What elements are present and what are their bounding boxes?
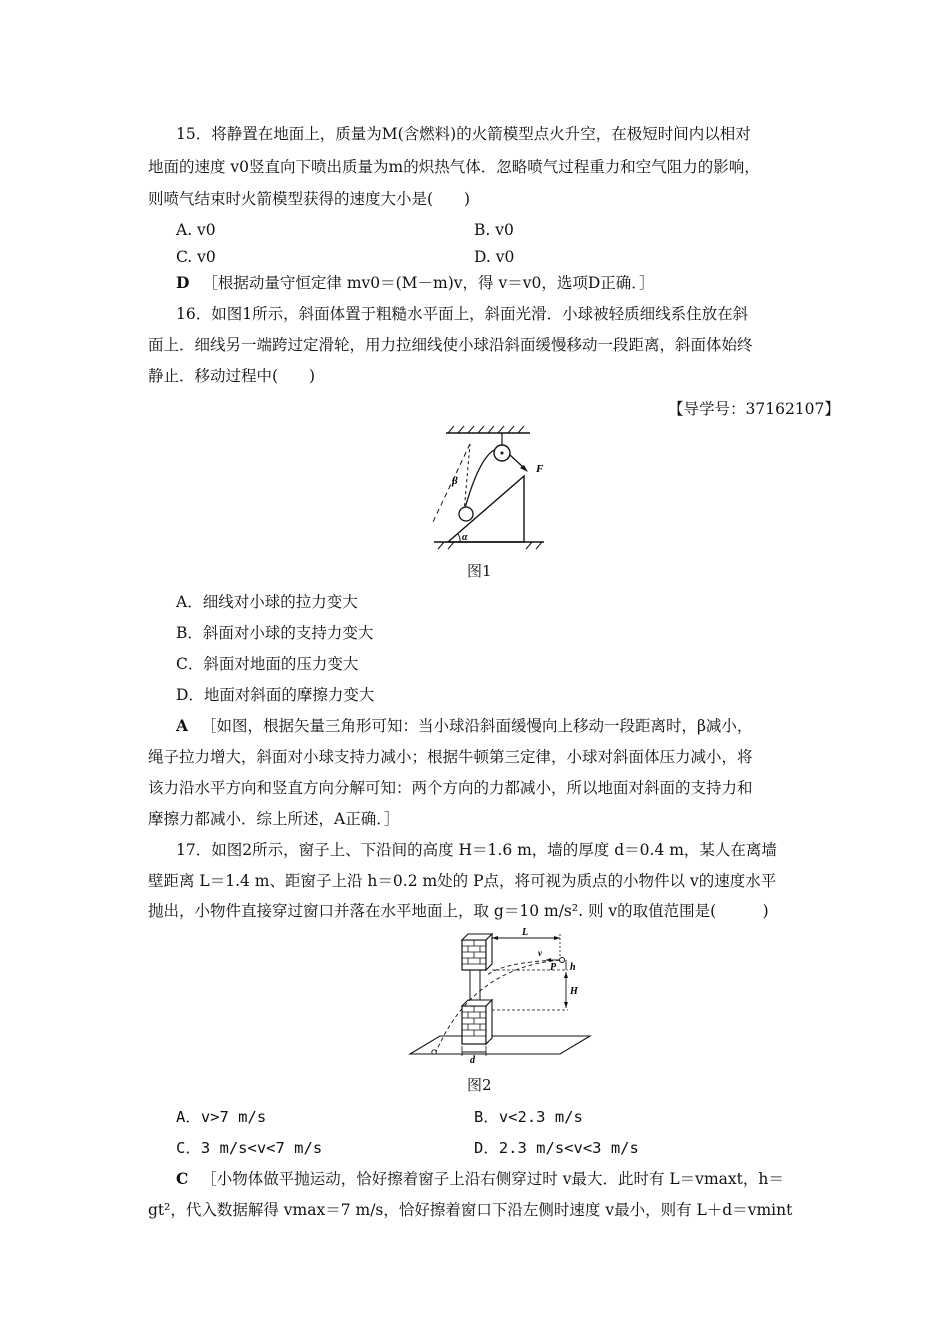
q16-line-2: 面上．细线另一端跨过定滑轮，用力拉细线使小球沿斜面缓慢移动一段距离，斜面体始终 xyxy=(148,336,753,354)
q17-option-b: B．v<2.3 m/s xyxy=(474,1108,583,1126)
q17-answer-line xyxy=(176,1169,784,1189)
q16-option-c: C．斜面对地面的压力变大 xyxy=(176,655,359,673)
q16-explanation-3: 该力沿水平方向和竖直方向分解可知：两个方向的力都减小，所以地面对斜面的支持力和 xyxy=(148,779,753,797)
q15-line-2: 地面的速度 v0竖直向下喷出质量为m的炽热气体．忽略喷气过程重力和空气阻力的影响， xyxy=(148,158,760,176)
figure-2-caption: 图2 xyxy=(467,1076,492,1094)
q16-line-3: 静止．移动过程中( ) xyxy=(148,367,316,385)
figure-1-incline-diagram xyxy=(426,424,550,550)
rope xyxy=(464,450,494,512)
trajectory-upper xyxy=(486,960,560,976)
q15-line-3: 则喷气结束时火箭模型获得的速度大小是( ) xyxy=(148,190,471,208)
q15-option-b: B. v0 xyxy=(474,221,514,239)
upper-wall xyxy=(462,934,492,970)
q17-option-d: D．2.3 m/s<v<3 m/s xyxy=(474,1139,639,1157)
q16-answer: A xyxy=(176,716,189,735)
q16-line-1: 16．如图1所示，斜面体置于粗糙水平面上，斜面光滑．小球被轻质细线系住放在斜 xyxy=(176,305,749,323)
point-P xyxy=(560,958,565,963)
label-P: P xyxy=(550,962,557,973)
force-label: F xyxy=(536,463,544,475)
lower-wall xyxy=(462,1000,492,1044)
q15-answer: D xyxy=(176,273,190,292)
q17-line-2: 壁距离 L＝1.4 m、距窗子上沿 h＝0.2 m处的 P点，将可视为质点的小物件以 v的速度水平 xyxy=(148,872,777,890)
q16-explanation-4: 摩擦力都减小．综上所述，A正确．］ xyxy=(148,810,400,828)
q16-answer-line xyxy=(176,716,752,736)
q16-option-a: A．细线对小球的拉力变大 xyxy=(176,593,358,611)
label-d: d xyxy=(470,1055,475,1064)
incline-block xyxy=(448,476,524,542)
figure-2-window-diagram xyxy=(402,928,592,1064)
label-v: v xyxy=(538,948,542,958)
q17-line-1: 17．如图2所示，窗子上、下沿间的高度 H＝1.6 m，墙的厚度 d＝0.4 m，某人在离墙 xyxy=(176,841,777,859)
q17-explanation-1: ［小物体做平抛运动，恰好擦着窗子上沿右侧穿过时 v最大．此时有 L＝vmaxt，h＝ xyxy=(201,1170,784,1188)
label-H: H xyxy=(570,986,578,997)
alpha-label: α xyxy=(462,532,468,543)
q17-explanation-2: gt²，代入数据解得 vmax＝7 m/s，恰好擦着窗口下沿左侧时速度 v最小，则有 L＋d＝vmint xyxy=(148,1201,793,1219)
label-h: h xyxy=(570,962,576,973)
beta-label: β xyxy=(452,475,458,487)
q17-line-3: 抛出，小物件直接穿过窗口并落在水平地面上，取 g＝10 m/s². 则 v的取值范围是( ) xyxy=(148,902,769,920)
q15-option-a: A. v0 xyxy=(176,221,216,239)
figure-1-caption: 图1 xyxy=(467,562,492,580)
q16-explanation-1: ［如图，根据矢量三角形可知：当小球沿斜面缓慢向上移动一段距离时，β减小， xyxy=(200,717,753,735)
q16-explanation-2: 绳子拉力增大，斜面对小球支持力减小；根据牛顿第三定律，小球对斜面体压力减小，将 xyxy=(148,748,753,766)
q15-option-d: D. v0 xyxy=(474,248,515,266)
q15-line-1: 15．将静置在地面上，质量为M(含燃料)的火箭模型点火升空，在极短时间内以相对 xyxy=(176,125,751,143)
ground-plane xyxy=(410,1036,590,1054)
ceiling-hatch xyxy=(448,426,524,433)
guide-number: 【导学号：37162107】 xyxy=(668,400,840,418)
q15-option-c: C. v0 xyxy=(176,248,216,266)
label-L: L xyxy=(522,928,529,938)
ball xyxy=(459,507,473,521)
q15-explanation: ［根据动量守恒定律 mv0＝(M－m)v，得 v＝v0，选项D正确．］ xyxy=(202,274,655,292)
q17-option-a: A．v>7 m/s xyxy=(176,1108,267,1126)
q17-answer: C xyxy=(176,1169,189,1188)
q16-option-d: D．地面对斜面的摩擦力变大 xyxy=(176,686,375,704)
q16-option-b: B．斜面对小球的支持力变大 xyxy=(176,624,374,642)
q17-option-c: C．3 m/s<v<7 m/s xyxy=(176,1139,323,1157)
q15-answer-line xyxy=(176,273,655,293)
